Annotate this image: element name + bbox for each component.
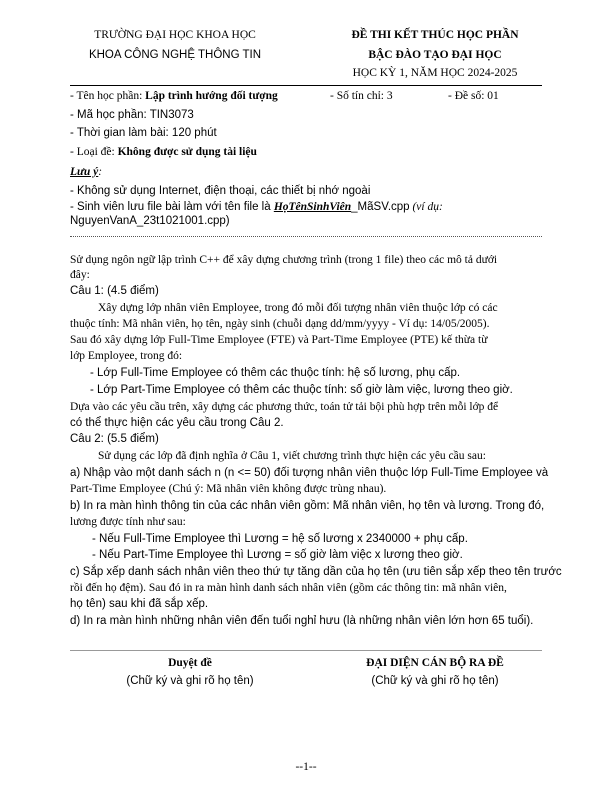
- header-rule: [70, 85, 542, 86]
- q1-p2-line1: Dựa vào các yêu cầu trên, xây dựng các phương thức, toán tử tải bội phù hợp trên mỗi lớp để: [70, 401, 499, 413]
- exam-type-label: - Loại đề:: [70, 146, 118, 158]
- q1-bullet-2: - Lớp Part-Time Employee có thêm các thuộc tính: số giờ làm việc, lương theo giờ.: [90, 384, 513, 396]
- note-item-2-example-label: (ví dụ:: [409, 201, 443, 213]
- course-code: - Mã học phần: TIN3073: [70, 109, 194, 121]
- note-item-2-suffix: _MãSV.cpp: [351, 201, 410, 213]
- notes-divider: [70, 236, 542, 237]
- q2-b-item2: - Nếu Part-Time Employee thì Lương = số giờ làm việc x lương theo giờ.: [92, 549, 463, 561]
- semester: HỌC KỲ 1, NĂM HỌC 2024-2025: [352, 67, 518, 79]
- notes-title-line: [70, 165, 542, 179]
- note-item-2-text: - Sinh viên lưu file bài làm với tên file là: [70, 201, 274, 213]
- page-number: --1--: [295, 761, 317, 773]
- approval-signature-note: (Chữ ký và ghi rõ họ tên): [126, 675, 254, 687]
- q1-p1-line3: Sau đó xây dựng lớp Full-Time Employee (FTE) và Part-Time Employee (PTE) kế thừa từ: [70, 334, 488, 346]
- exam-title: ĐỀ THI KẾT THÚC HỌC PHẦN: [351, 29, 519, 41]
- intro-line-2: đây:: [70, 269, 90, 281]
- notes-title: Lưu ý: [70, 166, 99, 178]
- q2-c-line3: họ tên) sau khi đã sắp xếp.: [70, 598, 209, 610]
- note-item-2-filename: HọTênSinhViên: [273, 201, 352, 213]
- q1-title: Câu 1: (4.5 điểm): [70, 285, 159, 297]
- course-name: Lập trình hướng đối tượng: [145, 90, 278, 102]
- q2-title: Câu 2: (5.5 điểm): [70, 433, 159, 445]
- q2-d-line1: d) In ra màn hình những nhân viên đến tuổi nghỉ hưu (là những nhân viên lớn hơn 65 tuổi).: [70, 615, 534, 627]
- q1-bullet-1: - Lớp Full-Time Employee có thêm các thuộc tính: hệ số lương, phụ cấp.: [90, 367, 461, 379]
- q2-b-line1: b) In ra màn hình thông tin của các nhân viên gồm: Mã nhân viên, họ tên và lương. Trong đó,: [70, 500, 545, 512]
- q1-p1-line2: thuộc tính: Mã nhân viên, họ tên, ngày sinh (chuỗi dạng dd/mm/yyyy - Ví dụ: 14/05/2005).: [70, 318, 490, 330]
- education-level: BẬC ĐÀO TẠO ĐẠI HỌC: [368, 49, 502, 61]
- q2-c-line2: rồi đến họ đệm). Sau đó in ra màn hình danh sách nhân viên (gồm các thông tin: mã nhân viên,: [70, 582, 507, 594]
- faculty-name: KHOA CÔNG NGHỆ THÔNG TIN: [88, 49, 262, 61]
- intro-line-1: Sử dụng ngôn ngữ lập trình C++ để xây dựng chương trình (trong 1 file) theo các mô tả dưới: [70, 254, 498, 266]
- note-item-1: - Không sử dụng Internet, điện thoại, các thiết bị nhớ ngoài: [70, 185, 371, 197]
- exam-number: - Đề số: 01: [448, 90, 499, 102]
- q2-intro: Sử dụng các lớp đã định nghĩa ở Câu 1, viết chương trình thực hiện các yêu cầu sau:: [98, 450, 486, 462]
- exam-duration: - Thời gian làm bài: 120 phút: [70, 127, 217, 139]
- note-item-2: [70, 200, 542, 214]
- exam-type-line: [70, 145, 542, 159]
- author-title: ĐẠI DIỆN CÁN BỘ RA ĐỀ: [366, 657, 504, 669]
- q1-p1-line4: lớp Employee, trong đó:: [70, 350, 183, 362]
- q2-b-line2: lương được tính như sau:: [70, 516, 186, 528]
- approval-title: Duyệt đề: [168, 657, 212, 669]
- author-signature-note: (Chữ ký và ghi rõ họ tên): [371, 675, 499, 687]
- q2-c-line1: c) Sắp xếp danh sách nhân viên theo thứ tự tăng dần của họ tên (ưu tiên sắp xếp theo tên trước: [70, 566, 562, 578]
- footer-rule: [70, 650, 542, 651]
- university-name: TRƯỜNG ĐẠI HỌC KHOA HỌC: [94, 29, 256, 41]
- q2-a-line2: Part-Time Employee (Chú ý: Mã nhân viên không được trùng nhau).: [70, 483, 387, 495]
- q2-a-line1: a) Nhập vào một danh sách n (n <= 50) đối tượng nhân viên thuộc lớp Full-Time Employee và: [70, 467, 549, 479]
- q2-b-item1: - Nếu Full-Time Employee thì Lương = hệ số lương x 2340000 + phụ cấp.: [92, 533, 468, 545]
- exam-type-value: Không được sử dụng tài liệu: [117, 146, 257, 158]
- note-item-2-example: NguyenVanA_23t1021001.cpp): [70, 215, 230, 227]
- course-label: - Tên học phần:: [70, 90, 146, 102]
- notes-colon: :: [98, 166, 103, 178]
- q1-p1-line1: Xây dựng lớp nhân viên Employee, trong đó mỗi đối tượng nhân viên thuộc lớp có các: [98, 302, 498, 314]
- q1-p2-line2: có thể thực hiện các yêu cầu trong Câu 2.: [70, 417, 284, 429]
- credits: - Số tín chỉ: 3: [330, 90, 393, 102]
